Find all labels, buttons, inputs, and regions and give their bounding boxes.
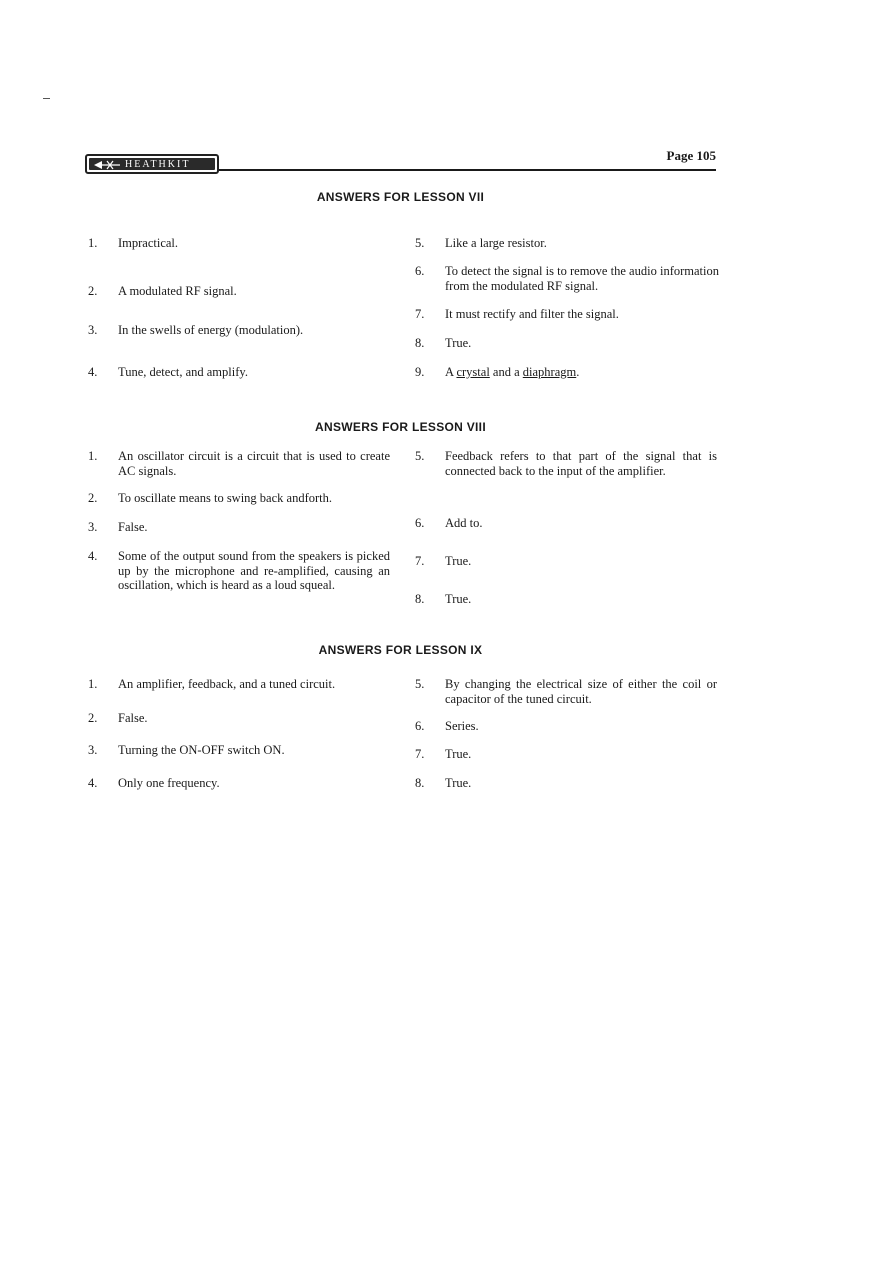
answer-text: To oscillate means to swing back andforth.	[118, 491, 333, 505]
answer-number: 1.	[88, 236, 98, 250]
header-rule	[219, 169, 716, 171]
underlined-term: crystal	[456, 365, 490, 379]
answer-text: To detect the signal is to remove the audio information from the modulated RF signal.	[445, 264, 719, 293]
answer-number: 5.	[415, 449, 425, 463]
answer-number: 4.	[88, 549, 98, 563]
section-title-lesson-vii: ANSWERS FOR LESSON VII	[316, 190, 485, 204]
section-title-lesson-ix: ANSWERS FOR LESSON IX	[318, 643, 483, 657]
answer-number: 7.	[415, 307, 425, 321]
answer-text: False.	[118, 520, 148, 534]
answer-number: 1.	[88, 449, 98, 463]
answer-text: An oscillator circuit is a circuit that is used to create AC signals.	[118, 449, 390, 478]
answer-text: True.	[445, 747, 472, 761]
answer-number: 2.	[88, 491, 98, 505]
answer-text: A modulated RF signal.	[118, 284, 237, 298]
answer-text: Add to.	[445, 516, 483, 530]
answer-text: Series.	[445, 719, 479, 733]
answer-number: 2.	[88, 284, 98, 298]
answer-text: Tune, detect, and amplify.	[118, 365, 248, 379]
answer-text: True.	[445, 776, 472, 790]
answer-number: 4.	[88, 776, 98, 790]
answer-text: True.	[445, 592, 472, 606]
logo-emblem-icon	[92, 159, 122, 171]
answer-number: 6.	[415, 516, 425, 530]
answer-text: Some of the output sound from the speakers is picked up by the microphone and re-amplified, causing an oscillation, which is heard as a loud squeal.	[118, 549, 390, 592]
answer-number: 8.	[415, 336, 425, 350]
answer-number: 5.	[415, 677, 425, 691]
answer-number: 1.	[88, 677, 98, 691]
page-header	[85, 146, 716, 176]
answer-number: 3.	[88, 743, 98, 757]
answer-text: Like a large resistor.	[445, 236, 547, 250]
answer-number: 9.	[415, 365, 425, 379]
scan-mark	[43, 98, 50, 99]
logo-text: HEATHKIT	[125, 159, 191, 170]
answer-text: An amplifier, feedback, and a tuned circuit.	[118, 677, 336, 691]
answer-number: 6.	[415, 264, 425, 278]
answer-text: A crystal and a diaphragm.	[445, 365, 580, 379]
answer-number: 3.	[88, 323, 98, 337]
answer-number: 8.	[415, 592, 425, 606]
answer-text: Impractical.	[118, 236, 179, 250]
answer-text: False.	[118, 711, 148, 725]
answer-text: It must rectify and filter the signal.	[445, 307, 619, 321]
answer-text: True.	[445, 554, 472, 568]
section-title-lesson-viii: ANSWERS FOR LESSON VIII	[315, 420, 486, 434]
answer-number: 7.	[415, 747, 425, 761]
heathkit-logo	[85, 154, 219, 174]
answer-number: 4.	[88, 365, 98, 379]
page-number: Page 105	[666, 148, 716, 163]
answer-text: In the swells of energy (modulation).	[118, 323, 304, 337]
answer-number: 3.	[88, 520, 98, 534]
answer-number: 7.	[415, 554, 425, 568]
answer-text: True.	[445, 336, 472, 350]
answer-text: By changing the electrical size of either the coil or capacitor of the tuned circuit.	[445, 677, 717, 706]
answer-number: 2.	[88, 711, 98, 725]
answer-text: Feedback refers to that part of the signal that is connected back to the input of the amplifier.	[445, 449, 717, 478]
underlined-term: diaphragm	[522, 365, 577, 379]
answer-number: 8.	[415, 776, 425, 790]
answer-number: 6.	[415, 719, 425, 733]
answer-number: 5.	[415, 236, 425, 250]
answer-text: Turning the ON-OFF switch ON.	[118, 743, 285, 757]
answer-text: Only one frequency.	[118, 776, 220, 790]
